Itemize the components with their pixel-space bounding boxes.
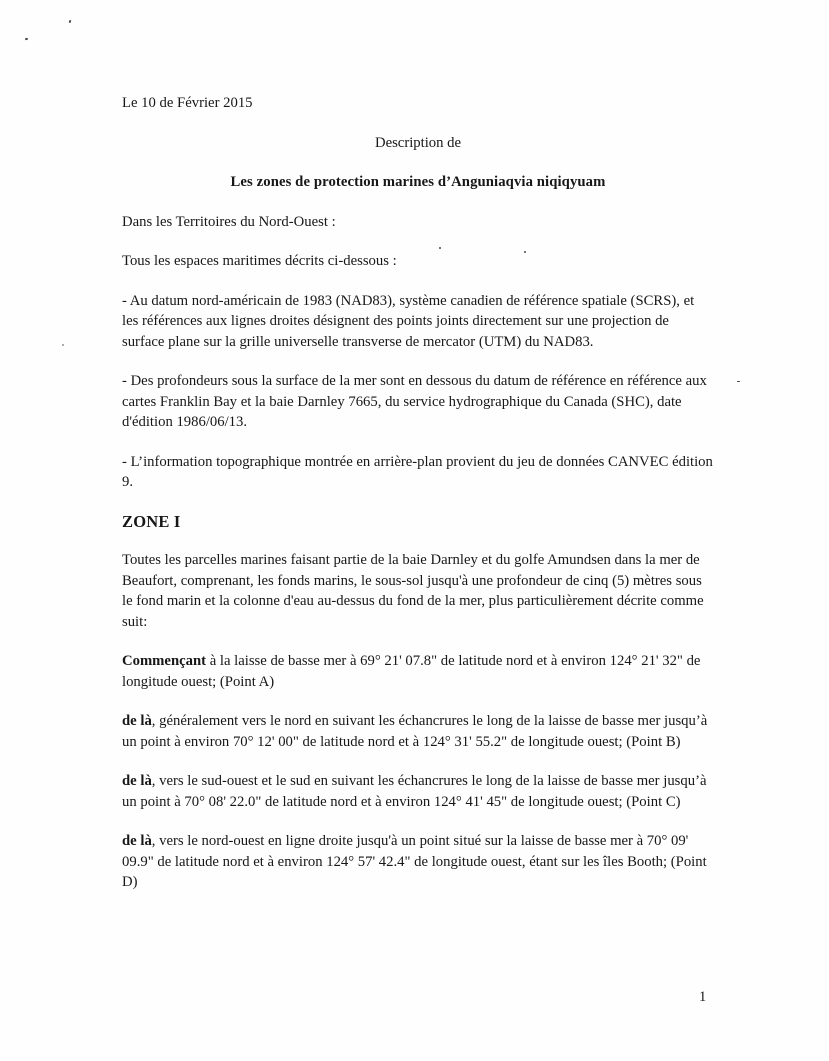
note-depths: - Des profondeurs sous la surface de la mer sont en dessous du datum de référence en référence aux cartes Franklin Bay et la baie Darnley 7665, du service hydrographique du Canada (SHC), date d'édition 1986/06/13. (122, 373, 707, 430)
scan-speck (737, 381, 740, 382)
boundary-point-text: , vers le nord-ouest en ligne droite jusqu'à un point situé sur la laisse de basse mer à 70° 09' 09.9" de latitude nord et à environ 124° 57' 42.4" de longitude ouest, étant sur les îles Booth; (Point D) (122, 833, 707, 890)
boundary-point-lead: de là (122, 773, 152, 789)
boundary-point-d (122, 831, 714, 893)
boundary-point-a (122, 651, 714, 692)
boundary-point-text: à la laisse de basse mer à 69° 21' 07.8" de latitude nord et à environ 124° 21' 32" de longitude ouest; (Point A) (122, 653, 701, 690)
date-line: Le 10 de Février 2015 (122, 95, 253, 111)
boundary-point-lead: de là (122, 713, 152, 729)
territory-line: Dans les Territoires du Nord-Ouest : (122, 213, 336, 230)
zone-description: Toutes les parcelles marines faisant partie de la baie Darnley et du golfe Amundsen dans la mer de Beaufort, comprenant, les fonds marins, le sous-sol jusqu'à une profondeur de cinq (5) mètres sous le fond marin et la colonne d'eau au-dessus du fond de la mer, plus particulièrement décrite comme suit: (122, 552, 704, 630)
doc-title: Les zones de protection marines d’Anguniaqvia niqiqyuam (230, 174, 606, 190)
boundary-point-lead: de là (122, 833, 152, 849)
boundary-point-b (122, 711, 714, 752)
scope-line: Tous les espaces maritimes décrits ci-dessous : (122, 253, 397, 269)
doc-subtitle: Description de (374, 134, 462, 151)
document-body (122, 93, 714, 912)
boundary-point-lead: Commençant (122, 653, 207, 669)
scan-speck (62, 344, 64, 346)
note-topography: - L’information topographique montrée en arrière-plan provient du jeu de données CANVEC édition 9. (122, 453, 713, 490)
zone-heading: ZONE I (122, 511, 181, 531)
boundary-point-text: , généralement vers le nord en suivant les échancrures le long de la laisse de basse mer jusqu’à un point à environ 70° 12' 00" de latitude nord et à 124° 31' 55.2" de longitude ouest; (Point B) (122, 713, 708, 750)
page-number: 1 (699, 989, 707, 1005)
boundary-point-c (122, 771, 714, 812)
note-datum: - Au datum nord-américain de 1983 (NAD83), système canadien de référence spatiale (SCRS), et les références aux lignes droites désignent des points joints directement sur une projection de surface plane sur la grille universelle transverse de mercator (UTM) du NAD83. (122, 292, 695, 350)
scan-speck (25, 38, 28, 41)
boundary-point-text: , vers le sud-ouest et le sud en suivant les échancrures le long de la laisse de basse mer jusqu’à un point à 70° 08' 22.0" de latitude nord et à environ 124° 41' 45" de longitude ouest; (Point C) (122, 773, 707, 810)
scan-speck (69, 20, 72, 24)
